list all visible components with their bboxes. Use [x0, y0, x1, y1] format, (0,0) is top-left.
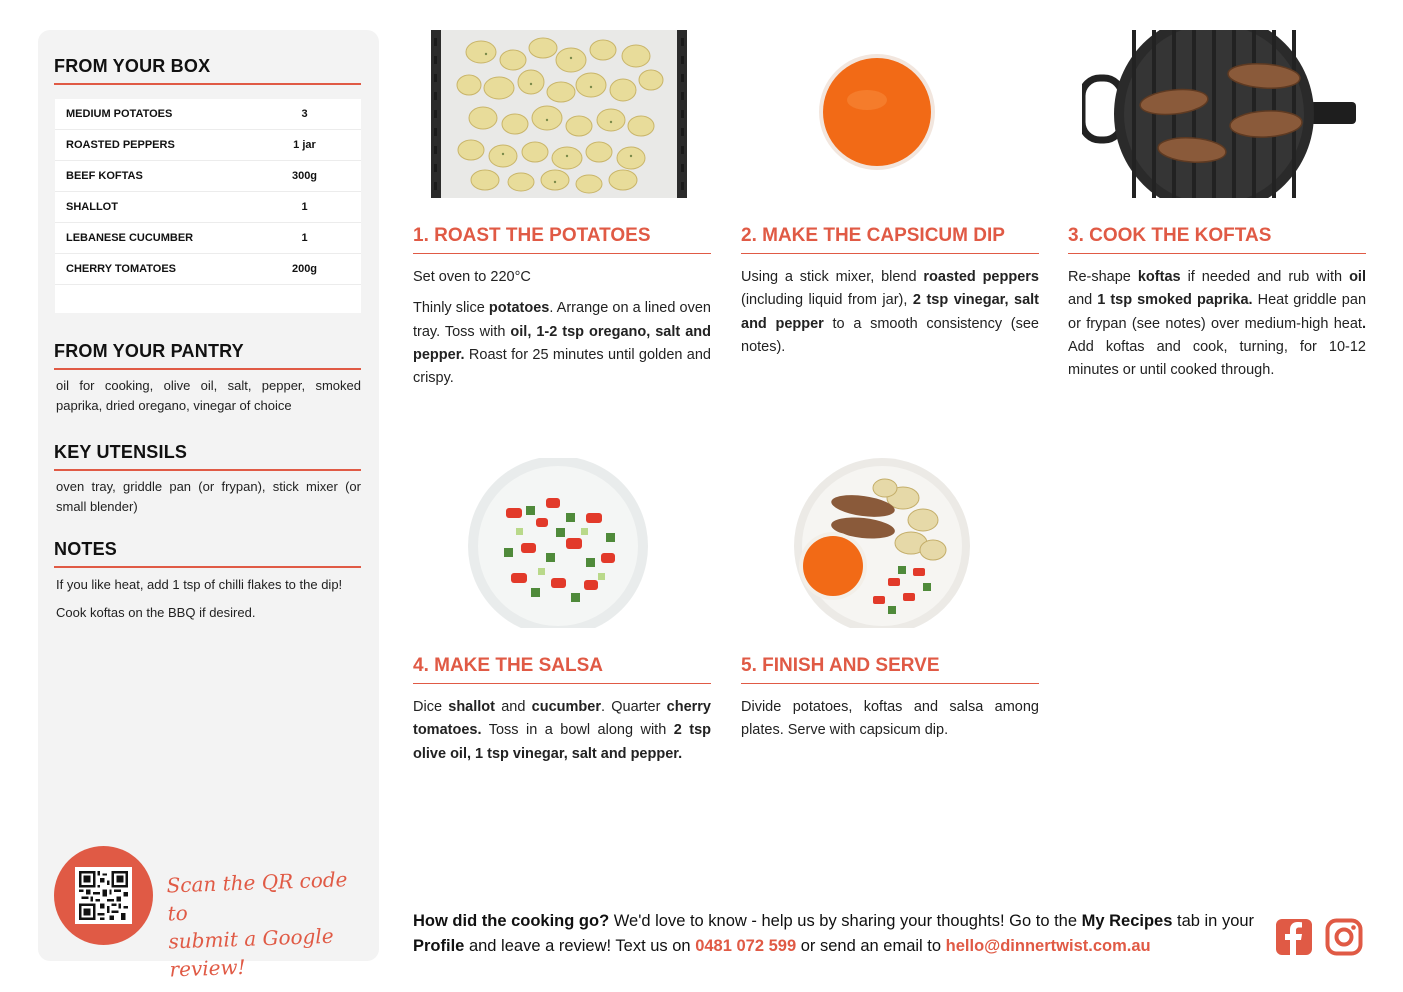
ingredient-qty: 3 [301, 108, 308, 120]
notes-heading: NOTES [54, 539, 361, 568]
text-run: oil [1349, 269, 1366, 285]
qr-caption [166, 865, 370, 984]
salsa-bowl-photo [466, 458, 650, 628]
pantry-text: oil for cooking, olive oil, salt, pepper, smoked paprika, dried oregano, vinegar of choice [56, 378, 361, 413]
utensils-text: oven tray, griddle pan (or frypan), stick mixer (or small blender) [56, 479, 361, 514]
sidebar-panel [38, 30, 379, 982]
review-text: and leave a review! Text us on [464, 937, 696, 955]
my-recipes-label: My Recipes [1081, 912, 1173, 930]
step-1-oven-temp: Set oven to 220°C [413, 269, 531, 285]
text-run: 1 tsp smoked paprika. [1097, 292, 1253, 309]
qr-code-icon[interactable] [75, 867, 132, 924]
text-run: potatoes [488, 300, 550, 317]
finished-plate-photo [793, 458, 971, 628]
step-3-instructions [1068, 266, 1366, 382]
ingredient-name: BEEF KOFTAS [66, 170, 143, 182]
text-run: Toss in a bowl along with [481, 722, 674, 739]
step-2-instructions [741, 266, 1039, 359]
text-run: Add koftas and cook, turning, for 10-12 minutes or until cooked through. [1068, 338, 1366, 379]
table-row [55, 254, 361, 285]
step-4-instructions [413, 696, 711, 766]
ingredient-name: LEBANESE CUCUMBER [66, 232, 194, 244]
qr-badge[interactable] [54, 846, 153, 945]
step-3-text [1068, 266, 1366, 390]
step-5-instructions [741, 696, 1039, 743]
step-1-text [413, 266, 711, 398]
capsicum-dip-photo [815, 50, 939, 174]
step-2-text [741, 266, 1039, 367]
text-run: Divide potatoes, koftas and salsa among plates. Serve with capsicum dip. [741, 699, 1039, 739]
text-run: shallot [448, 699, 495, 715]
text-run: cherry tomatoes. [413, 699, 711, 739]
review-text: We'd love to know - help us by sharing your thoughts! Go to the [609, 912, 1082, 930]
qr-caption-line: Scan the QR code to [166, 867, 348, 926]
table-row [55, 130, 361, 161]
box-ingredients-table [55, 99, 361, 313]
email-link[interactable]: hello@dinnertwist.com.au [945, 937, 1151, 955]
text-run: Heat griddle pan or frypan (see notes) over medium-high heat [1068, 292, 1367, 332]
ingredient-name: CHERRY TOMATOES [66, 263, 177, 275]
review-text: tab in your [1172, 912, 1255, 930]
text-run: 2 tsp olive oil, 1 tsp vinegar, salt and pepper. [413, 722, 712, 762]
step-4-text [413, 696, 711, 774]
step-3-title: 3. COOK THE KOFTAS [1068, 225, 1366, 254]
profile-label: Profile [413, 937, 465, 955]
text-run: . [1361, 315, 1366, 332]
text-run: cucumber [531, 699, 601, 715]
table-row [55, 192, 361, 223]
cook-koftas-photo [1082, 30, 1356, 198]
text-run: oil, 1-2 tsp oregano, salt and pepper. [413, 323, 711, 363]
text-run: Using a stick mixer, blend [741, 269, 924, 285]
step-1-title: 1. ROAST THE POTATOES [413, 225, 711, 254]
note-item: If you like heat, add 1 tsp of chilli flakes to the dip! [56, 577, 343, 592]
ingredient-qty: 1 [301, 201, 308, 213]
note-item: Cook koftas on the BBQ if desired. [56, 605, 256, 620]
ingredient-name: ROASTED PEPPERS [66, 139, 175, 151]
phone-link[interactable]: 0481 072 599 [695, 937, 797, 955]
from-your-pantry-heading: FROM YOUR PANTRY [54, 341, 361, 370]
step-5-text [741, 696, 1039, 751]
text-run: if needed and rub with [1180, 269, 1350, 285]
text-run: Roast for 25 minutes until golden and crispy. [413, 346, 711, 387]
ingredient-qty: 200g [291, 263, 318, 275]
text-run: to a smooth consistency (see notes). [741, 315, 1039, 355]
instagram-icon[interactable] [1325, 918, 1363, 956]
ingredient-qty: 1 jar [293, 139, 316, 151]
step-1-instructions [413, 297, 711, 390]
text-run: . Arrange on a lined oven tray. Toss with [413, 300, 711, 340]
text-run: . Quarter [600, 699, 667, 715]
qr-caption-line: submit a Google review! [168, 923, 334, 982]
step-2-title: 2. MAKE THE CAPSICUM DIP [741, 225, 1039, 254]
text-run: Thinly slice [413, 300, 489, 317]
roast-potatoes-photo [431, 30, 687, 198]
table-row [55, 161, 361, 192]
text-run: Re-shape [1068, 269, 1138, 285]
table-row [55, 223, 361, 254]
review-question: How did the cooking go? [413, 912, 610, 930]
text-run: (including liquid from jar), [741, 292, 913, 309]
text-run: Dice [413, 699, 449, 715]
ingredient-name: SHALLOT [66, 201, 118, 213]
step-4-title: 4. MAKE THE SALSA [413, 655, 711, 684]
from-your-box-heading: FROM YOUR BOX [54, 56, 361, 85]
text-run: and [1068, 292, 1098, 309]
ingredient-qty: 300g [291, 170, 318, 182]
text-run: and [494, 699, 532, 715]
review-prompt [413, 909, 1263, 959]
review-text: or send an email to [796, 937, 946, 955]
text-run: koftas [1137, 269, 1181, 285]
text-run: 2 tsp vinegar, salt and pepper [741, 292, 1039, 332]
facebook-icon[interactable] [1275, 918, 1313, 956]
key-utensils-heading: KEY UTENSILS [54, 442, 361, 471]
text-run: roasted peppers [923, 269, 1039, 285]
step-5-title: 5. FINISH AND SERVE [741, 655, 1039, 684]
table-row [55, 99, 361, 130]
ingredient-name: MEDIUM POTATOES [66, 108, 173, 120]
ingredient-qty: 1 [301, 232, 308, 244]
